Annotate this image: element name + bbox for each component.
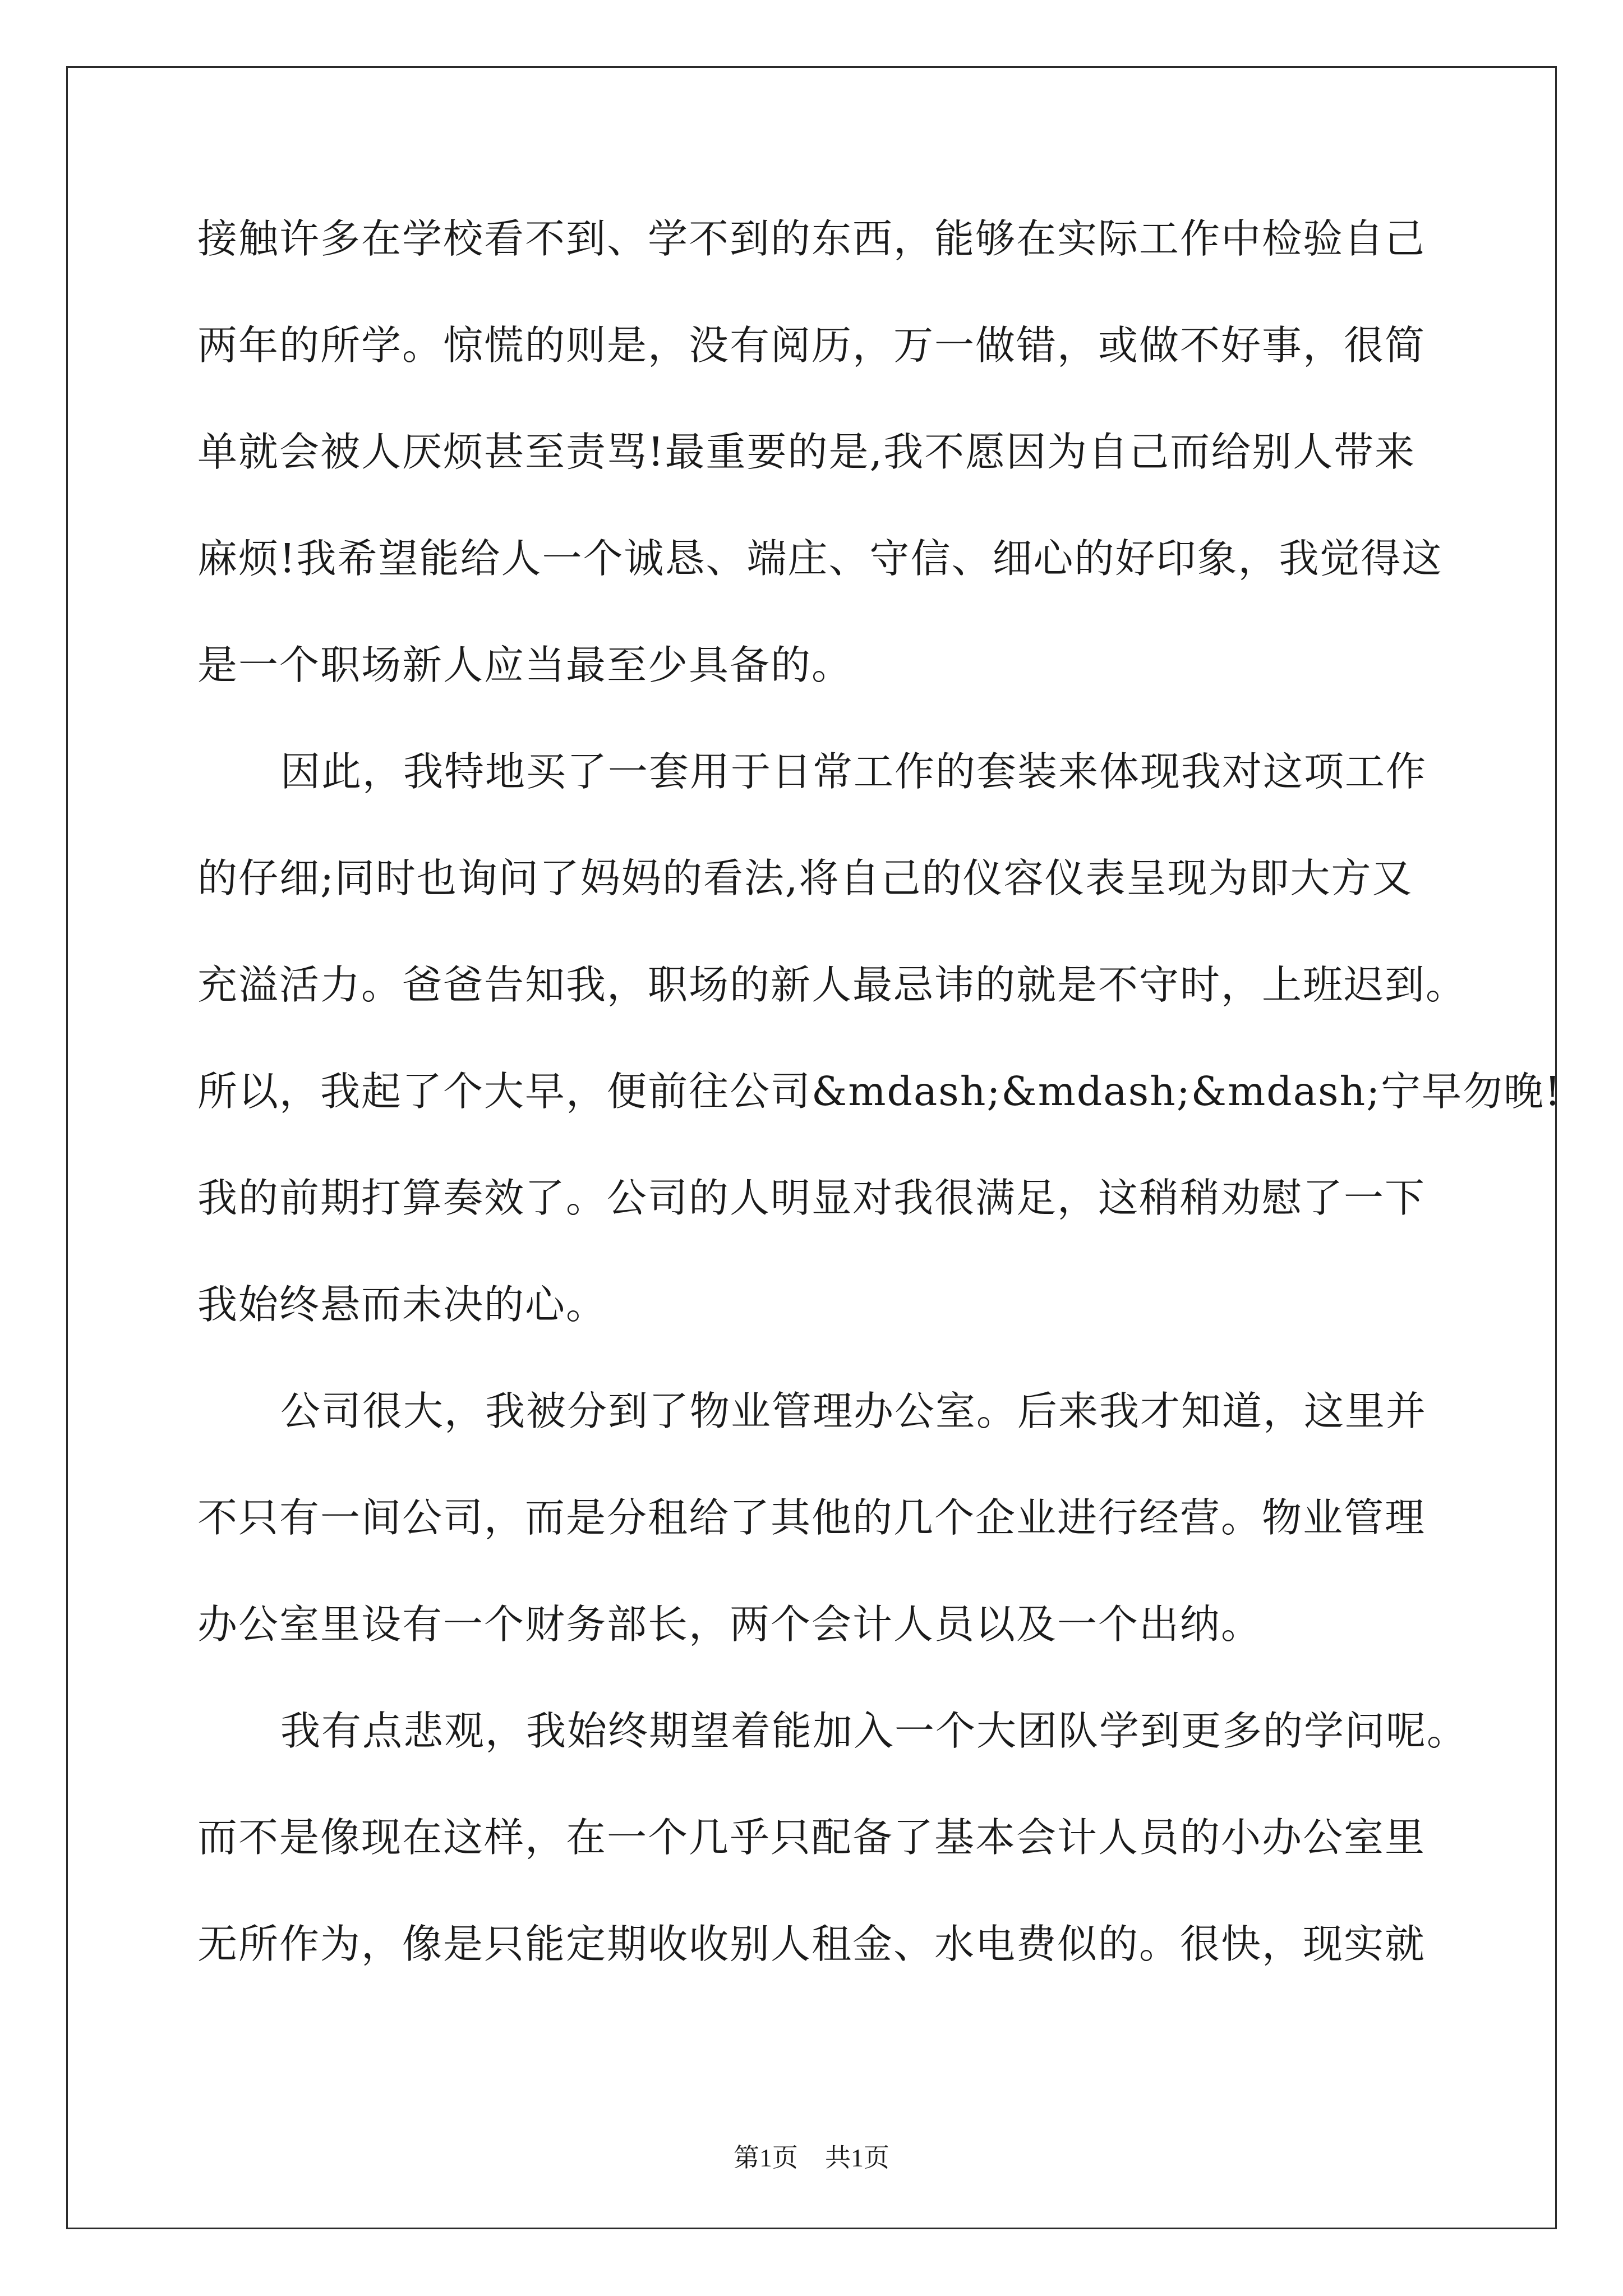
text-line: 我始终悬而未决的心。	[197, 1281, 607, 1328]
page-number-current: 第1页	[734, 2143, 798, 2172]
text-line: 两年的所学。惊慌的则是，没有阅历，万一做错，或做不好事，很简	[197, 322, 1426, 369]
text-line: 而不是像现在这样，在一个几乎只配备了基本会计人员的小办公室里	[197, 1814, 1426, 1861]
text-line: 办公室里设有一个财务部长，两个会计人员以及一个出纳。	[197, 1601, 1262, 1648]
text-line: 充溢活力。爸爸告知我，职场的新人最忌讳的就是不守时，上班迟到。	[197, 961, 1467, 1008]
text-line: 不只有一间公司，而是分租给了其他的几个企业进行经营。物业管理	[197, 1494, 1426, 1541]
paragraph-first-line: 因此，我特地买了一套用于日常工作的套装来体现我对这项工作	[280, 748, 1427, 795]
document-body	[197, 215, 1562, 2031]
text-line: 是一个职场新人应当最至少具备的。	[197, 642, 853, 688]
paragraph-first-line: 公司很大，我被分到了物业管理办公室。后来我才知道，这里并	[280, 1388, 1427, 1434]
text-line: 我的前期打算奏效了。公司的人明显对我很满足，这稍稍劝慰了一下	[197, 1175, 1426, 1221]
text-line: 的仔细;同时也询问了妈妈的看法,将自己的仪容仪表呈现为即大方又	[197, 855, 1413, 901]
page-footer	[0, 2137, 1623, 2174]
text-line: 接触许多在学校看不到、学不到的东西，能够在实际工作中检验自己	[197, 215, 1426, 262]
text-line: 单就会被人厌烦甚至责骂!最重要的是,我不愿因为自己而给别人带来	[197, 429, 1416, 475]
text-line: 无所作为，像是只能定期收收别人租金、水电费似的。很快，现实就	[197, 1921, 1426, 1967]
text-line: 麻烦!我希望能给人一个诚恳、端庄、守信、细心的好印象，我觉得这	[197, 535, 1443, 582]
page-number-total: 共1页	[825, 2143, 889, 2172]
text-line: 所以，我起了个大早，便前往公司&mdash;&mdash;&mdash;宁早勿晚!	[197, 1068, 1562, 1115]
paragraph-first-line: 我有点悲观，我始终期望着能加入一个大团队学到更多的学问呢。	[280, 1708, 1468, 1754]
